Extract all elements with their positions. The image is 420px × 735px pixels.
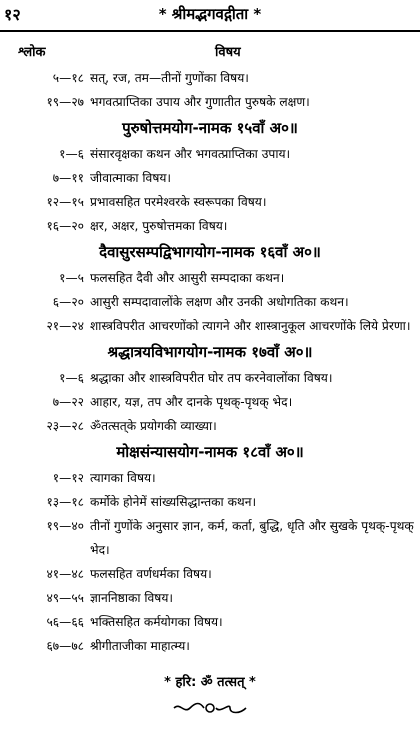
index-row xyxy=(0,466,420,490)
topic-text: भगवत्प्राप्तिका उपाय और गुणातीत पुरुषके लक्षण। xyxy=(90,95,310,109)
topic-text: आहार, यज्ञ, तप और दानके पृथक्-पृथक् भेद। xyxy=(90,395,293,409)
closing-invocation: * हरि: ॐ तत्सत् * xyxy=(164,675,256,690)
verse-range: ७—२२ xyxy=(52,395,84,409)
flourish-icon xyxy=(170,700,250,716)
verse-range: १२—१५ xyxy=(46,195,84,209)
verse-range: १—६ xyxy=(59,371,84,385)
verse-range: १—६ xyxy=(59,147,84,161)
verse-range: १६—२० xyxy=(46,219,84,233)
topic-text: जीवात्माका विषय। xyxy=(90,171,172,185)
topic-text: ॐतत्सत्‌के प्रयोगकी व्याख्या। xyxy=(90,419,217,433)
chapter-index-list xyxy=(0,66,420,658)
running-title: * श्रीमद्भगवद्गीता * xyxy=(158,5,262,23)
topic-text: सत्, रज, तम—तीनों गुणोंका विषय। xyxy=(90,71,249,85)
index-row xyxy=(0,366,420,390)
index-row xyxy=(0,390,420,414)
verse-range: १९—४० xyxy=(46,519,84,533)
topic-text: ज्ञाननिष्ठाका विषय। xyxy=(90,591,174,605)
index-row xyxy=(0,634,420,658)
topic-text: क्षर, अक्षर, पुरुषोत्तमका विषय। xyxy=(90,219,228,233)
verse-range: ४९—५५ xyxy=(46,591,84,605)
index-row xyxy=(0,562,420,586)
index-row xyxy=(0,266,420,290)
index-row xyxy=(0,66,420,90)
verse-range: ५—१८ xyxy=(52,71,84,85)
topic-text: भक्तिसहित कर्मयोगका विषय। xyxy=(90,615,223,629)
chapter-heading: श्रद्धात्रयविभागयोग-नामक १७वाँ अ०॥ xyxy=(107,343,313,361)
index-row xyxy=(0,90,420,114)
chapter-heading: दैवासुरसम्पद्विभागयोग-नामक १६वाँ अ०॥ xyxy=(99,243,321,261)
verse-range: १३—१८ xyxy=(46,495,84,509)
index-row xyxy=(0,314,420,338)
topic-text: शास्त्रविपरीत आचरणोंको त्यागने और शास्त्रानुकूल आचरणोंके लिये प्रेरणा। xyxy=(90,319,411,333)
topic-text: कर्मोके होनेमें सांख्यसिद्धान्तका कथन। xyxy=(90,495,257,509)
topic-text: तीनों गुणोंके अनुसार ज्ञान, कर्म, कर्ता, बुद्धि, धृति और सुखके पृथक्-पृथक् भेद। xyxy=(90,519,414,557)
index-row xyxy=(0,586,420,610)
index-row xyxy=(0,414,420,438)
index-row xyxy=(0,190,420,214)
verse-range: २३—२८ xyxy=(46,419,84,433)
topic-text: फलसहित दैवी और आसुरी सम्पदाका कथन। xyxy=(90,271,285,285)
page-header xyxy=(0,0,420,32)
verse-range: ५६—६६ xyxy=(46,615,84,629)
topic-text: त्यागका विषय। xyxy=(90,471,156,485)
verse-range: २१—२४ xyxy=(46,319,84,333)
column-header-topic: विषय xyxy=(215,45,241,60)
verse-range: १९—२७ xyxy=(46,95,84,109)
topic-text: प्रभावसहित परमेश्वरके स्वरूपका विषय। xyxy=(90,195,267,209)
verse-range: ६—२० xyxy=(52,295,84,309)
index-row xyxy=(0,514,420,562)
verse-range: ७—११ xyxy=(52,171,84,185)
index-row xyxy=(0,610,420,634)
topic-text: श्रीगीताजीका माहात्म्य। xyxy=(90,639,190,653)
verse-range: १—१२ xyxy=(52,471,84,485)
index-row xyxy=(0,142,420,166)
chapter-heading: पुरुषोत्तमयोग-नामक १५वाँ अ०॥ xyxy=(122,119,298,137)
topic-text: आसुरी सम्पदावालोंके लक्षण और उनकी अधोगतिका कथन। xyxy=(90,295,349,309)
verse-range: ४१—४८ xyxy=(46,567,84,581)
topic-text: श्रद्धाका और शास्त्रविपरीत घोर तप करनेवालोंका विषय। xyxy=(90,371,333,385)
verse-range: १—५ xyxy=(59,271,84,285)
index-row xyxy=(0,166,420,190)
topic-text: फलसहित वर्णधर्मका विषय। xyxy=(90,567,212,581)
index-row xyxy=(0,214,420,238)
index-row xyxy=(0,490,420,514)
page-number: १२ xyxy=(4,5,21,24)
index-row xyxy=(0,290,420,314)
verse-range: ६७—७८ xyxy=(46,639,84,653)
ornament-divider xyxy=(0,696,420,720)
topic-text: संसारवृक्षका कथन और भगवत्प्राप्तिका उपाय। xyxy=(90,147,291,161)
column-header-verse: श्लोक xyxy=(18,45,46,60)
chapter-heading: मोक्षसंन्यासयोग-नामक १८वाँ अ०॥ xyxy=(116,443,304,461)
